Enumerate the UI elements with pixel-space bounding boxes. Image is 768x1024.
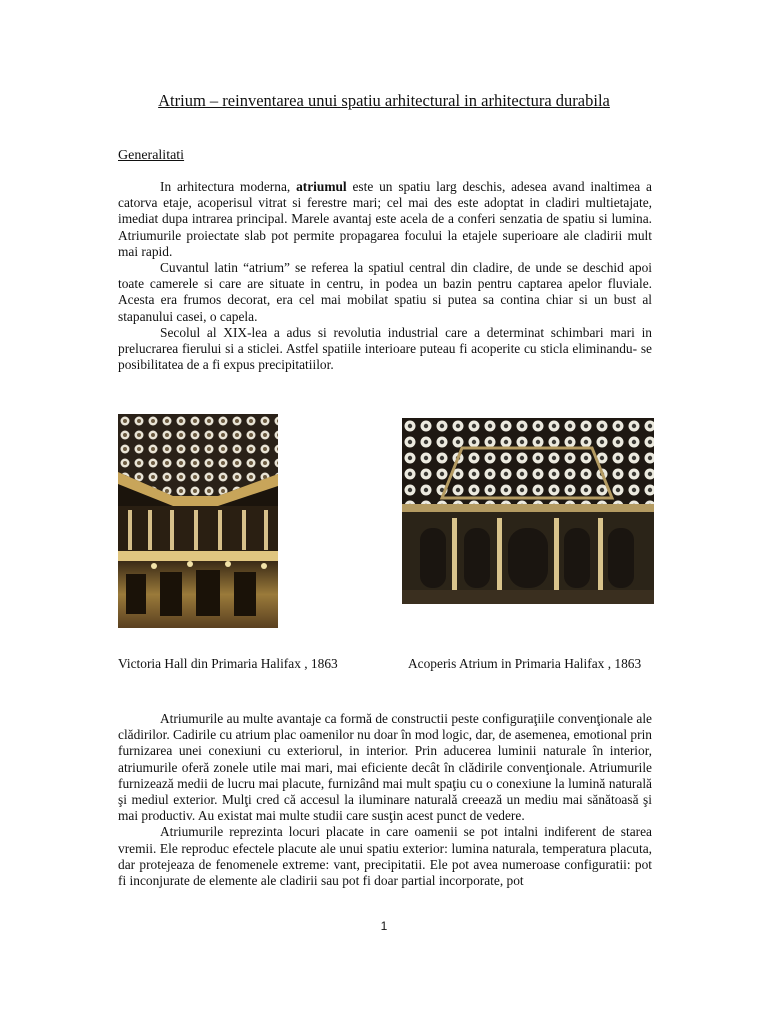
figure-caption-left: Victoria Hall din Primaria Halifax , 1863 — [118, 656, 338, 671]
paragraph: Cuvantul latin “atrium” se referea la spatiul central din cladire, de unde se deschid apoi toate camerele si care are situate in centru, in podea un bazin pentru captarea apelor fluviale. Acesta era frumos decorat, era cel mai mobilat spatiu si putea sa contina chiar si un bust al stapanului casei, o capela. — [118, 260, 652, 324]
bold-term: atriumul — [296, 179, 347, 194]
page-number: 1 — [380, 919, 388, 933]
document-title: Atrium – reinventarea unui spatiu arhitectural in arhitectura durabila — [158, 91, 610, 110]
section-heading: Generalitati — [118, 148, 185, 163]
atrium-roof-photo — [402, 418, 654, 604]
paragraph — [118, 179, 652, 260]
figure-caption-right: Acoperis Atrium in Primaria Halifax , 1863 — [408, 656, 642, 671]
paragraph: Secolul al XIX-lea a adus si revolutia industrial care a determinat schimbari mari in prelucrarea fierului si a sticlei. Astfel spatiile interioare puteau fi acoperite cu sticla eliminandu- se posibilitatea de a fi expus precipitatiilor. — [118, 324, 652, 373]
victoria-hall-photo — [118, 414, 278, 628]
paragraph-text: In arhitectura moderna, — [160, 179, 297, 194]
paragraph: Atriumurile au multe avantaje ca formă de constructii peste configuraţiile convenţionale ale clădirilor. Cadirile cu atrium plac oamenilor nu doar în mod logic, dar, de asemenea, emotional prin furnizarea unei conexiuni cu exteriorul, in interior. Prin aducerea luminii naturale în interior, atriumurile oferă zonele utile mai mari, mai eficiente decât în clădirile convenţionale. Atriumurile furnizează medii de lucru mai placute, furnizând mai mult spaţiu cu o conexiune la lumină naturală şi mediul exterior. Mulţi cred că accesul la iluminare naturală creează un mediu mai sănătoasă şi mai productiv. Au existat mai multe studii care susţin acest punct de vedere. — [118, 711, 652, 824]
advantages-paragraphs — [118, 711, 652, 889]
intro-paragraphs — [118, 179, 652, 373]
paragraph: Atriumurile reprezinta locuri placate in care oamenii se pot intalni indiferent de starea vremii. Ele reproduc efectele placute ale unui spatiu exterior: lumina naturala, temperatura placuta, dar protejeaza de fenomenele extreme: vant, precipitatii. Ele pot avea numeroase configuratii: pot fi inconjurate de elemente ale cladirii sau pot fi doar partial incorporate, pot — [118, 824, 652, 889]
paragraph-text: este un spatiu larg deschis, adesea avand inaltimea a catorva etaje, acoperisul vitrat si ferestre mari; cel mai des este adoptat in cladiri multietajate, imediat dupa intrarea principal. Marele avantaj este acela de a conferi senzatia de spatiu si lumina. Atriumurile proiectate slab pot permite propagarea focului la etajele superioare ale cladirii mult mai rapid. — [118, 179, 652, 259]
